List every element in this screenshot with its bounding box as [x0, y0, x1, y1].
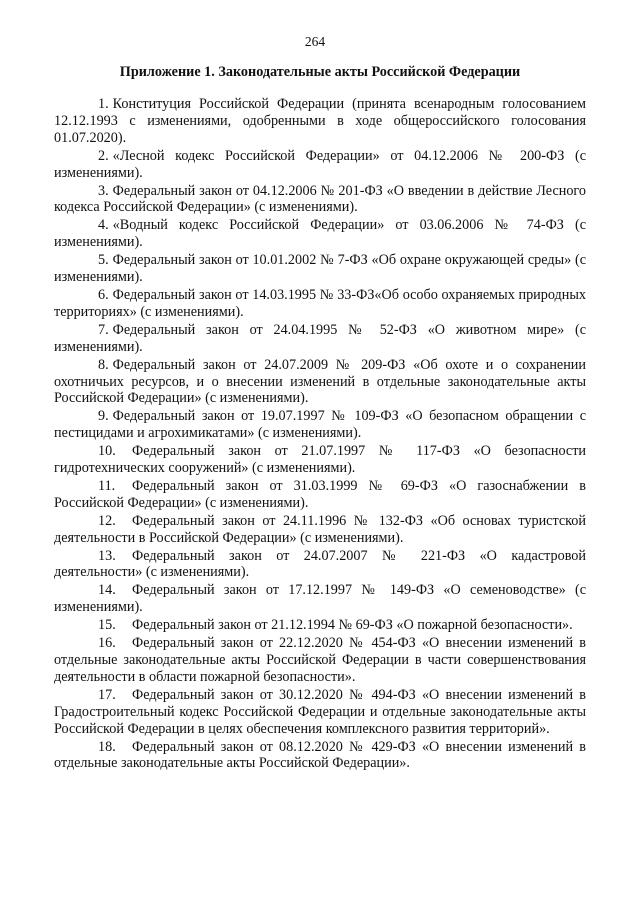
item-text: Федеральный закон от 08.12.2020 № 429-ФЗ «О внесении изменений в отдельные законодательные акты Российской Федерации». [54, 738, 586, 772]
list-item [54, 322, 586, 356]
item-text: Федеральный закон от 21.07.1997 № 117-ФЗ «О безопасности гидротехнических сооружений» (с изменениями). [54, 443, 586, 477]
item-text: Федеральный закон от 24.04.1995 № 52-ФЗ «О животном мире» (с изменениями). [54, 321, 586, 355]
list-item [54, 739, 586, 773]
page-number: 264 [304, 34, 326, 49]
list-item [54, 96, 586, 147]
item-number: 14. [98, 582, 116, 599]
item-text: «Лесной кодекс Российской Федерации» от 04.12.2006 № 200-ФЗ (с изменениями). [54, 147, 586, 181]
item-number: 3. [98, 182, 109, 199]
legislation-list [54, 96, 586, 773]
list-item [54, 443, 586, 477]
item-number: 6. [98, 286, 109, 303]
list-item [54, 148, 586, 182]
item-number: 5. [98, 252, 109, 269]
item-text: Федеральный закон от 21.12.1994 № 69-ФЗ «О пожарной безопасности». [132, 617, 573, 634]
item-number: 17. [98, 686, 116, 703]
item-text: Федеральный закон от 31.03.1999 № 69-ФЗ «О газоснабжении в Российской Федерации» (с изменениями). [54, 477, 586, 511]
item-text: Федеральный закон от 24.07.2007 № 221-ФЗ «О кадастровой деятельности» (с изменениями). [54, 547, 586, 581]
list-item [54, 217, 586, 251]
item-text: Федеральный закон от 24.07.2009 № 209-ФЗ «Об охоте и о сохранении охотничьих ресурсов, и о внесении изменений в отдельные законодательные акты Российской Федерации» (с изменениями). [54, 356, 586, 407]
item-number: 9. [98, 408, 109, 425]
item-text: Федеральный закон от 04.12.2006 № 201-ФЗ «О введении в действие Лесного кодекса Российской Федерации» (с изменениями). [54, 182, 586, 216]
item-number: 7. [98, 321, 109, 338]
list-item [54, 357, 586, 408]
item-number: 13. [98, 547, 116, 564]
item-text: «Водный кодекс Российской Федерации» от 03.06.2006 № 74-ФЗ (с изменениями). [54, 217, 586, 251]
item-text: Федеральный закон от 22.12.2020 № 454-ФЗ «О внесении изменений в отдельные законодательные акты Российской Федерации в части совершенствования деятельности в области пожарной безопасности». [54, 635, 586, 685]
item-number: 12. [98, 512, 116, 529]
item-number: 2. [98, 147, 109, 164]
item-number: 15. [98, 617, 116, 634]
list-item [54, 548, 586, 582]
item-number: 11. [98, 477, 116, 494]
item-text: Федеральный закон от 17.12.1997 № 149-ФЗ «О семеноводстве» (с изменениями). [54, 582, 586, 616]
item-text: Конституция Российской Федерации (принята всенародным голосованием 12.12.1993 с изменениями, одобренными в ходе общероссийского голосования 01.07.2020). [54, 96, 586, 146]
list-item [54, 513, 586, 547]
list-item [54, 252, 586, 286]
item-text: Федеральный закон от 30.12.2020 № 494-ФЗ «О внесении изменений в Градостроительный кодекс Российской Федерации и отдельные законодательные акты Российской Федерации в целях обеспечения комплексного развития территорий». [54, 686, 586, 737]
item-number: 18. [98, 738, 116, 755]
list-item [54, 635, 586, 686]
item-text: Федеральный закон от 10.01.2002 № 7-ФЗ «Об охране окружающей среды» (с изменениями). [54, 252, 586, 286]
list-item [54, 582, 586, 616]
list-item [54, 617, 586, 634]
list-item [54, 183, 586, 217]
item-number: 10. [98, 443, 116, 460]
item-number: 16. [98, 635, 116, 652]
item-number: 8. [98, 356, 109, 373]
list-item [54, 687, 586, 738]
item-number: 1. [98, 96, 109, 112]
item-text: Федеральный закон от 24.11.1996 № 132-ФЗ «Об основах туристской деятельности в Российской Федерации» (с изменениями). [54, 512, 586, 546]
item-number: 4. [98, 217, 109, 234]
list-item [54, 287, 586, 321]
appendix-title: Приложение 1. Законодательные акты Российской Федерации [119, 64, 521, 80]
list-item [54, 478, 586, 512]
list-item [54, 408, 586, 442]
item-text: Федеральный закон от 14.03.1995 № 33-ФЗ«Об особо охраняемых природных территориях» (с изменениями). [54, 286, 586, 320]
item-text: Федеральный закон от 19.07.1997 № 109-ФЗ «О безопасном обращении с пестицидами и агрохимикатами» (с изменениями). [54, 408, 586, 442]
